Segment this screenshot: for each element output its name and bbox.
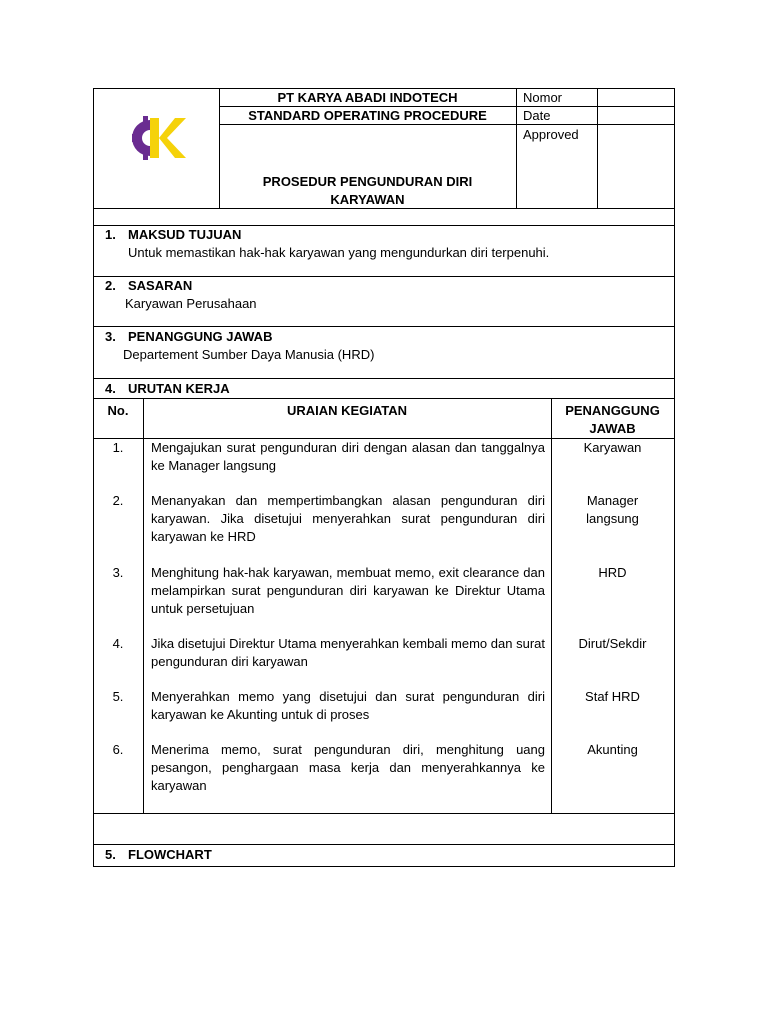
sop-title-line1: PROSEDUR PENGUNDURAN DIRI [262, 174, 473, 189]
section-2-title: SASARAN [128, 278, 193, 293]
section-5-number: 5. [105, 847, 116, 862]
col-header-no: No. [107, 403, 129, 418]
row-1-activity: Mengajukan surat pengunduran diri dengan alasan dan tanggalnya ke Manager langsung [151, 440, 545, 473]
section-1-text: Untuk memastikan hak-hak karyawan yang mengundurkan diri terpenuhi. [128, 245, 550, 260]
row-2-responsible: Manager langsung [586, 493, 639, 526]
sop-title-line2: KARYAWAN [330, 192, 405, 207]
col-header-pj-line2: JAWAB [589, 421, 636, 436]
section-1-number: 1. [105, 227, 116, 242]
company-name: PT KARYA ABADI INDOTECH [277, 90, 458, 105]
company-logo [128, 112, 188, 164]
row-4-responsible: Dirut/Sekdir [578, 636, 647, 651]
row-1-responsible: Karyawan [583, 440, 642, 455]
section-4-number: 4. [105, 381, 116, 396]
approved-label: Approved [523, 127, 579, 142]
row-5-responsible: Staf HRD [585, 689, 640, 704]
row-4-activity: Jika disetujui Direktur Utama menyerahkan kembali memo dan surat pengunduran diri karyawan [151, 636, 545, 669]
row-4-number: 4. [112, 636, 124, 651]
doc-type: STANDARD OPERATING PROCEDURE [248, 108, 487, 123]
row-1-number: 1. [112, 440, 124, 455]
row-3-number: 3. [112, 565, 124, 580]
row-3-activity: Menghitung hak-hak karyawan, membuat memo, exit clearance dan melampirkan surat pengunduran diri karyawan ke Direktur Utama untuk persetujuan [151, 565, 545, 616]
section-3-number: 3. [105, 329, 116, 344]
section-4-title: URUTAN KERJA [128, 381, 230, 396]
row-3-responsible: HRD [598, 565, 627, 580]
row-6-responsible: Akunting [587, 742, 638, 757]
col-header-pj-line1: PENANGGUNG [565, 403, 660, 418]
section-3-text: Departement Sumber Daya Manusia (HRD) [123, 347, 375, 362]
row-6-number: 6. [112, 742, 124, 757]
nomor-label: Nomor [523, 90, 563, 105]
section-2-number: 2. [105, 278, 116, 293]
row-2-number: 2. [112, 493, 124, 508]
row-2-activity: Menanyakan dan mempertimbangkan alasan pengunduran diri karyawan. Jika disetujui menyerahkan surat pengunduran diri karyawan ke HRD [151, 493, 545, 544]
date-label: Date [523, 108, 551, 123]
section-5-title: FLOWCHART [128, 847, 212, 862]
section-3-title: PENANGGUNG JAWAB [128, 329, 273, 344]
section-1-title: MAKSUD TUJUAN [128, 227, 242, 242]
section-2-text: Karyawan Perusahaan [125, 296, 257, 311]
col-header-uraian: URAIAN KEGIATAN [286, 403, 408, 418]
row-5-number: 5. [112, 689, 124, 704]
row-6-activity: Menerima memo, surat pengunduran diri, menghitung uang pesangon, penghargaan masa kerja dan menyerahkannya ke karyawan [151, 742, 545, 793]
row-5-activity: Menyerahkan memo yang disetujui dan surat pengunduran diri karyawan ke Akunting untuk di proses [151, 689, 545, 722]
